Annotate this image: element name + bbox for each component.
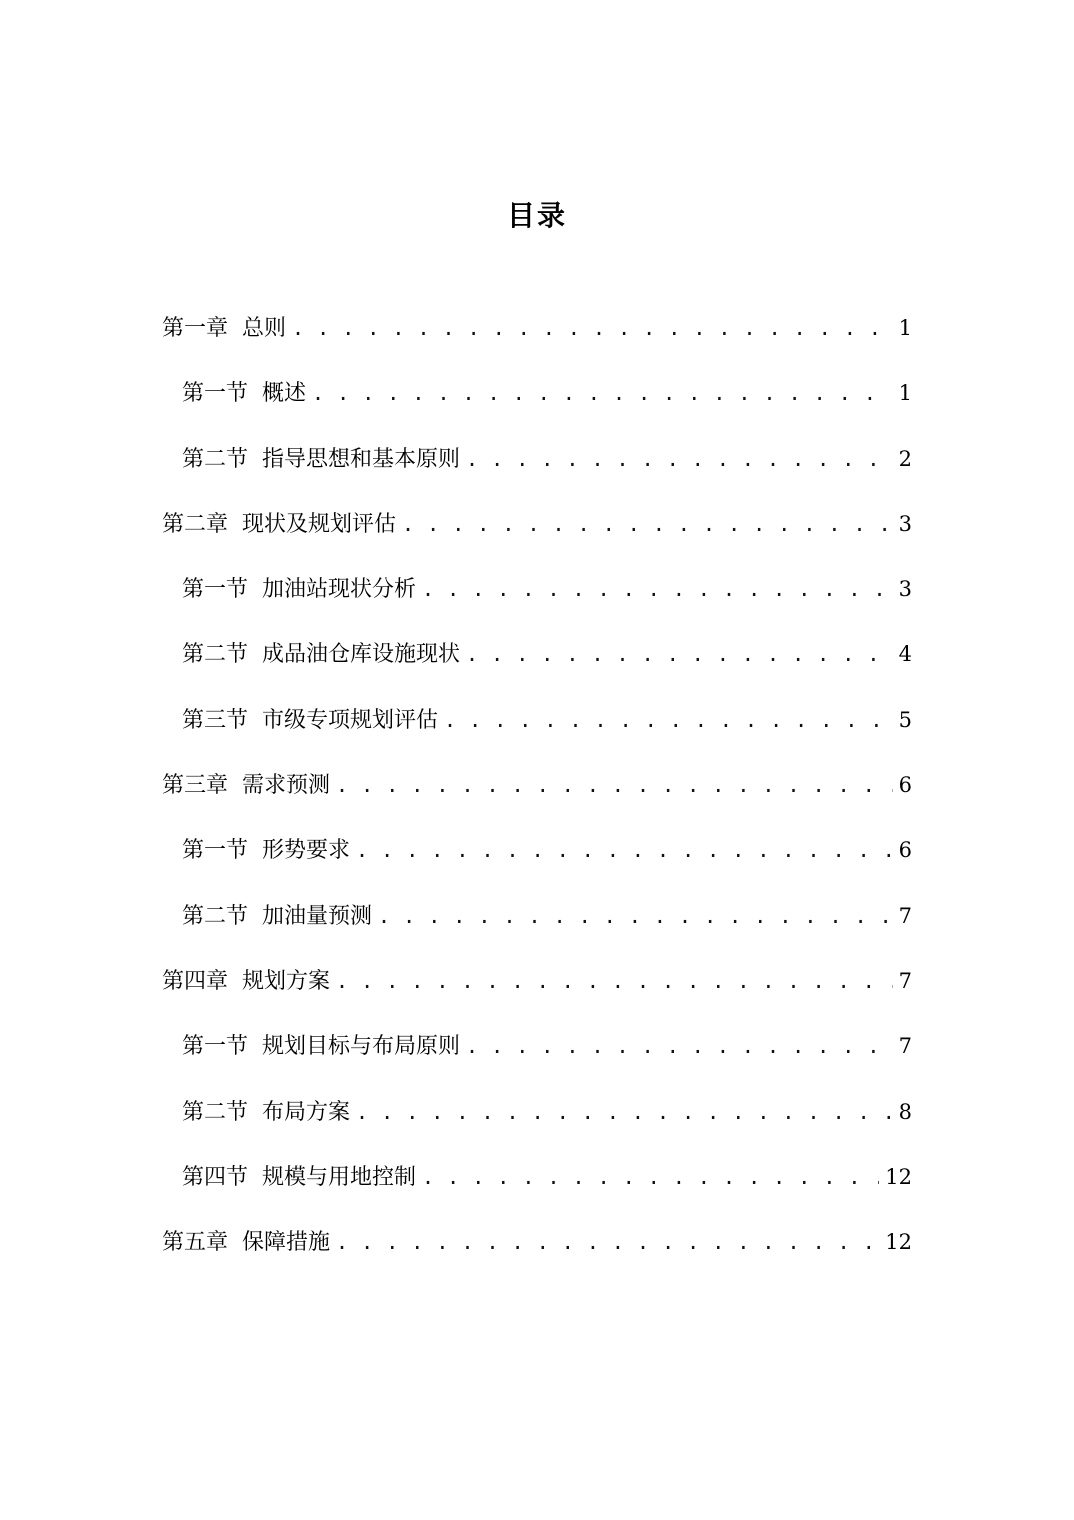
- toc-entry-section[interactable]: [162, 567, 912, 632]
- entry-title: 加油站现状分析: [262, 577, 417, 603]
- entry-title: 加油量预测: [262, 903, 373, 929]
- entry-label: 第二节: [182, 903, 249, 929]
- entry-page-number: 8: [898, 1099, 912, 1124]
- entry-label: 第四节: [182, 1164, 249, 1190]
- dot-leader: [356, 828, 893, 872]
- entry-page-number: 3: [898, 577, 912, 602]
- entry-title: 布局方案: [262, 1099, 351, 1125]
- dot-leader: [422, 1155, 879, 1199]
- entry-label: 第三节: [182, 707, 249, 733]
- entry-page-number: 12: [885, 1164, 912, 1189]
- entry-label: 第二章: [162, 511, 229, 537]
- dot-leader: [378, 894, 893, 938]
- entry-page-number: 2: [898, 446, 912, 471]
- entry-title: 规划方案: [242, 968, 331, 994]
- toc-entry-chapter-1[interactable]: [162, 306, 912, 371]
- entry-title: 保障措施: [242, 1230, 331, 1256]
- toc-entry-section[interactable]: [162, 1090, 912, 1155]
- dot-leader: [422, 567, 893, 611]
- entry-label: 第一节: [182, 381, 249, 407]
- entry-label: 第一章: [162, 316, 229, 341]
- entry-title: 总则: [242, 316, 287, 341]
- entry-page-number: 7: [898, 968, 912, 993]
- toc-entry-section[interactable]: [162, 371, 912, 436]
- dot-leader: [292, 306, 893, 350]
- entry-page-number: 5: [898, 707, 912, 732]
- entry-page-number: 7: [898, 903, 912, 928]
- entry-page-number: 3: [898, 511, 912, 536]
- toc-entry-chapter-2[interactable]: [162, 502, 912, 567]
- entry-label: 第一节: [182, 1034, 249, 1060]
- entry-label: 第一节: [182, 838, 249, 864]
- entry-label: 第二节: [182, 446, 249, 472]
- entry-title: 形势要求: [262, 838, 351, 864]
- toc-entry-section[interactable]: [162, 437, 912, 502]
- entry-label: 第二节: [182, 642, 249, 668]
- entry-label: 第四章: [162, 968, 229, 994]
- entry-page-number: 1: [898, 381, 912, 406]
- entry-page-number: 12: [885, 1230, 912, 1255]
- toc-entry-section[interactable]: [162, 632, 912, 697]
- toc-title: 目录: [506, 199, 567, 232]
- dot-leader: [336, 959, 893, 1003]
- entry-title: 市级专项规划评估: [262, 707, 439, 733]
- entry-page-number: 6: [898, 773, 912, 798]
- toc-entry-chapter-3[interactable]: [162, 763, 912, 828]
- entry-label: 第三章: [162, 773, 229, 799]
- dot-leader: [336, 763, 893, 807]
- entry-page-number: 4: [898, 642, 912, 667]
- dot-leader: [466, 632, 893, 676]
- entry-title: 概述: [262, 381, 307, 407]
- toc-entry-section[interactable]: [162, 1155, 912, 1220]
- toc-entry-section[interactable]: [162, 894, 912, 959]
- entry-page-number: 6: [898, 838, 912, 863]
- entry-title: 规模与用地控制: [262, 1164, 417, 1190]
- dot-leader: [444, 698, 893, 742]
- toc-entry-chapter-5[interactable]: [162, 1220, 912, 1285]
- toc-entry-section[interactable]: [162, 698, 912, 763]
- entry-title: 需求预测: [242, 773, 331, 799]
- entry-label: 第一节: [182, 577, 249, 603]
- toc-list: [162, 306, 912, 1285]
- entry-title: 规划目标与布局原则: [262, 1034, 461, 1060]
- toc-entry-section[interactable]: [162, 828, 912, 893]
- dot-leader: [312, 371, 893, 415]
- dot-leader: [356, 1090, 893, 1134]
- dot-leader: [466, 1024, 893, 1068]
- entry-title: 现状及规划评估: [242, 511, 397, 537]
- entry-title: 指导思想和基本原则: [262, 446, 461, 472]
- entry-page-number: 1: [898, 316, 912, 340]
- dot-leader: [466, 437, 893, 481]
- entry-label: 第二节: [182, 1099, 249, 1125]
- entry-title: 成品油仓库设施现状: [262, 642, 461, 668]
- entry-page-number: 7: [898, 1034, 912, 1059]
- toc-entry-chapter-4[interactable]: [162, 959, 912, 1024]
- toc-entry-section[interactable]: [162, 1024, 912, 1089]
- dot-leader: [402, 502, 893, 546]
- dot-leader: [336, 1220, 879, 1264]
- entry-label: 第五章: [162, 1230, 229, 1256]
